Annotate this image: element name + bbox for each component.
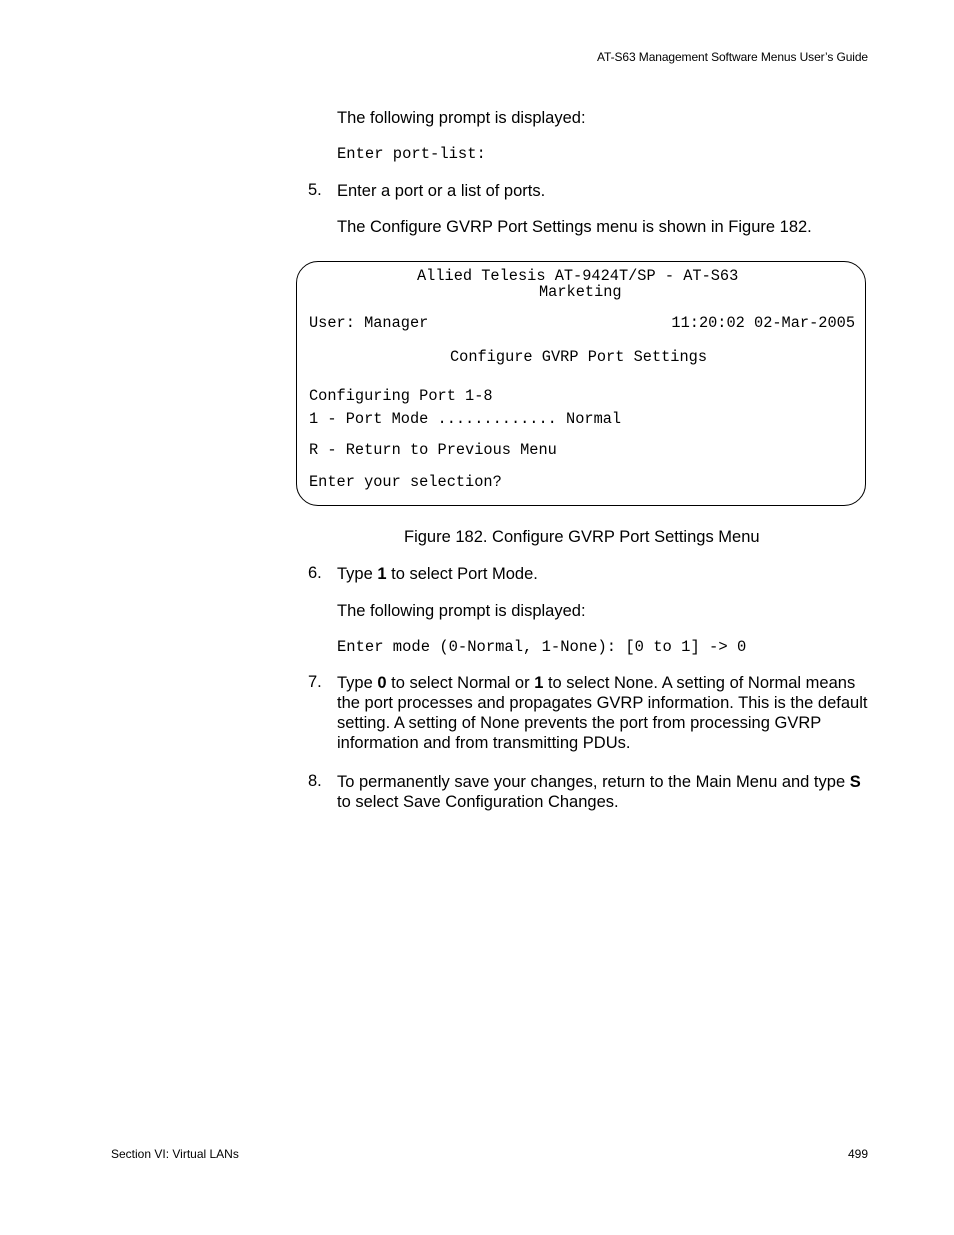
step-6-number: 6. (308, 564, 322, 582)
step-5-number: 5. (308, 181, 322, 199)
step-8-text: To permanently save your changes, return to the Main Menu and type S to select Save Configuration Changes. (337, 773, 861, 811)
terminal-selection-prompt: Enter your selection? (309, 473, 502, 491)
terminal-option-return: R - Return to Previous Menu (309, 441, 557, 459)
prompt-code-mode: Enter mode (0-Normal, 1-None): [0 to 1] -> 0 (337, 638, 747, 656)
terminal-screen (296, 261, 866, 506)
terminal-datetime: 11:20:02 02-Mar-2005 (671, 314, 855, 332)
page-number: 499 (847, 1147, 868, 1161)
terminal-option-port-mode: 1 - Port Mode ............. Normal (309, 410, 622, 428)
step-6-text: Type 1 to select Port Mode. (337, 565, 538, 583)
terminal-menu-title: Configure GVRP Port Settings (450, 348, 708, 366)
terminal-configuring: Configuring Port 1-8 (309, 387, 493, 405)
step-6-prompt-text: The following prompt is displayed: (337, 602, 586, 620)
terminal-user: User: Manager (309, 314, 429, 332)
footer-section: Section VI: Virtual LANs (111, 1147, 239, 1161)
figure-caption: Figure 182. Configure GVRP Port Settings Menu (404, 528, 760, 546)
step-7-text: Type 0 to select Normal or 1 to select None. A setting of Normal means the port processes and propagates GVRP information. This is the default setting. A setting of None prevents the port from processing GVRP information and from transmitting PDUs. (337, 674, 868, 752)
running-header: AT-S63 Management Software Menus User’s Guide (597, 50, 868, 64)
prompt-intro-text: The following prompt is displayed: (337, 109, 586, 127)
terminal-title: Allied Telesis AT-9424T/SP - AT-S63 (417, 267, 739, 285)
step-7-number: 7. (308, 673, 322, 691)
step-5-followup: The Configure GVRP Port Settings menu is shown in Figure 182. (337, 218, 812, 236)
step-8-number: 8. (308, 772, 322, 790)
step-5-text: Enter a port or a list of ports. (337, 182, 546, 200)
prompt-code-port-list: Enter port-list: (337, 145, 486, 163)
terminal-location: Marketing (539, 283, 622, 301)
